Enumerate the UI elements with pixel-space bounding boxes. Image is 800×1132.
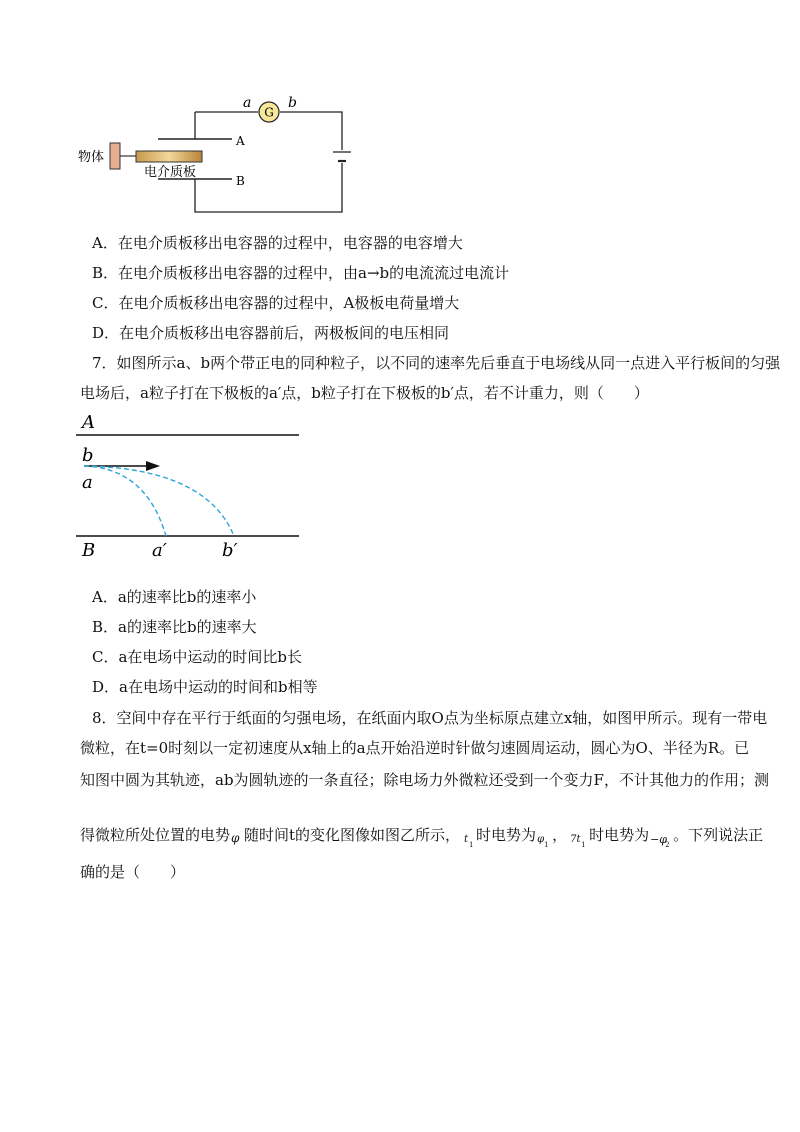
bottom-plate-label: B (82, 540, 96, 561)
particle-a-label: a (82, 472, 93, 493)
hit-b-label: b′ (222, 540, 238, 561)
q8-line4-part2: 随时间t的变化图像如图乙所示， (244, 826, 461, 844)
neg-phi2-symbol: −φ (650, 833, 668, 846)
phi-symbol: φ (231, 831, 240, 845)
particle-b-label: b (82, 445, 94, 466)
q6-option-b: B．在电介质板移出电容器的过程中，由a→b的电流流过电流计 (92, 264, 510, 282)
plate-b-label: B (236, 174, 245, 188)
q8-stem-line3: 知图中圆为其轨迹，ab为圆轨迹的一条直径；除电场力外微粒还受到一个变力F，不计其他力的作用；测 (80, 771, 769, 789)
q7-stem-line2: 电场后，a粒子打在下极板的a′点，b粒子打在下极板的b′点，若不计重力，则（ ） (80, 384, 649, 402)
phi1-symbol: φ (537, 834, 545, 845)
q8-line4-part1: 得微粒所处位置的电势 (80, 826, 231, 844)
wire-bottom (195, 163, 342, 212)
7t1-symbol: 7t (570, 834, 581, 845)
trajectory-a (84, 466, 166, 536)
q6-option-c: C．在电介质板移出电容器的过程中，A极板电荷量增大 (92, 294, 460, 312)
velocity-arrowhead (146, 461, 160, 471)
q6-option-d: D．在电介质板移出电容器前后，两极板间的电压相同 (92, 324, 450, 342)
q6-option-a: A．在电介质板移出电容器的过程中，电容器的电容增大 (92, 234, 463, 252)
object-block (110, 143, 120, 169)
field-figure (76, 408, 306, 563)
trajectory-b (84, 466, 234, 536)
q8-stem-line2: 微粒，在t=0时刻以一定初速度从x轴上的a点开始沿逆时针做匀速圆周运动，圆心为O、半径为R。已 (80, 739, 750, 757)
q8-line4-part5: 时电势为 (589, 826, 650, 844)
plate-a-label: A (236, 134, 245, 148)
t1-subscript: 1 (469, 841, 474, 849)
q7-option-d: D．a在电场中运动的时间和b相等 (92, 678, 318, 696)
q8-stem-line1: 8．空间中存在平行于纸面的匀强电场，在纸面内取O点为坐标原点建立x轴，如图甲所示。现有一带电 (92, 709, 768, 727)
hit-a-label: a′ (152, 540, 167, 561)
dielectric-slab (136, 151, 202, 162)
galvanometer-label: G (264, 105, 274, 120)
dielectric-label: 电介质板 (144, 165, 197, 180)
q7-option-b: B．a的速率比b的速率大 (92, 618, 257, 636)
object-label: 物体 (78, 150, 105, 165)
top-plate-label: A (82, 412, 95, 433)
q8-line4-part6: 。下列说法正 (673, 826, 764, 844)
q8-stem-line4 (80, 825, 764, 849)
q8-line4-part4: ， (552, 826, 568, 844)
t1-symbol: t (464, 834, 469, 845)
q8-stem-line5: 确的是（ ） (80, 863, 186, 881)
phi2-subscript: 2 (665, 841, 670, 849)
q8-line4-part3: 时电势为 (476, 826, 537, 844)
7t1-subscript: 1 (581, 841, 586, 849)
q7-option-a: A．a的速率比b的速率小 (92, 588, 257, 606)
circuit-figure (70, 95, 360, 220)
label-b: b (288, 95, 297, 111)
q7-option-c: C．a在电场中运动的时间比b长 (92, 648, 303, 666)
phi1-subscript: 1 (544, 841, 549, 849)
label-a: a (243, 95, 252, 111)
q7-stem-line1: 7．如图所示a、b两个带正电的同种粒子，以不同的速率先后垂直于电场线从同一点进入平行板间的匀强 (92, 354, 781, 372)
